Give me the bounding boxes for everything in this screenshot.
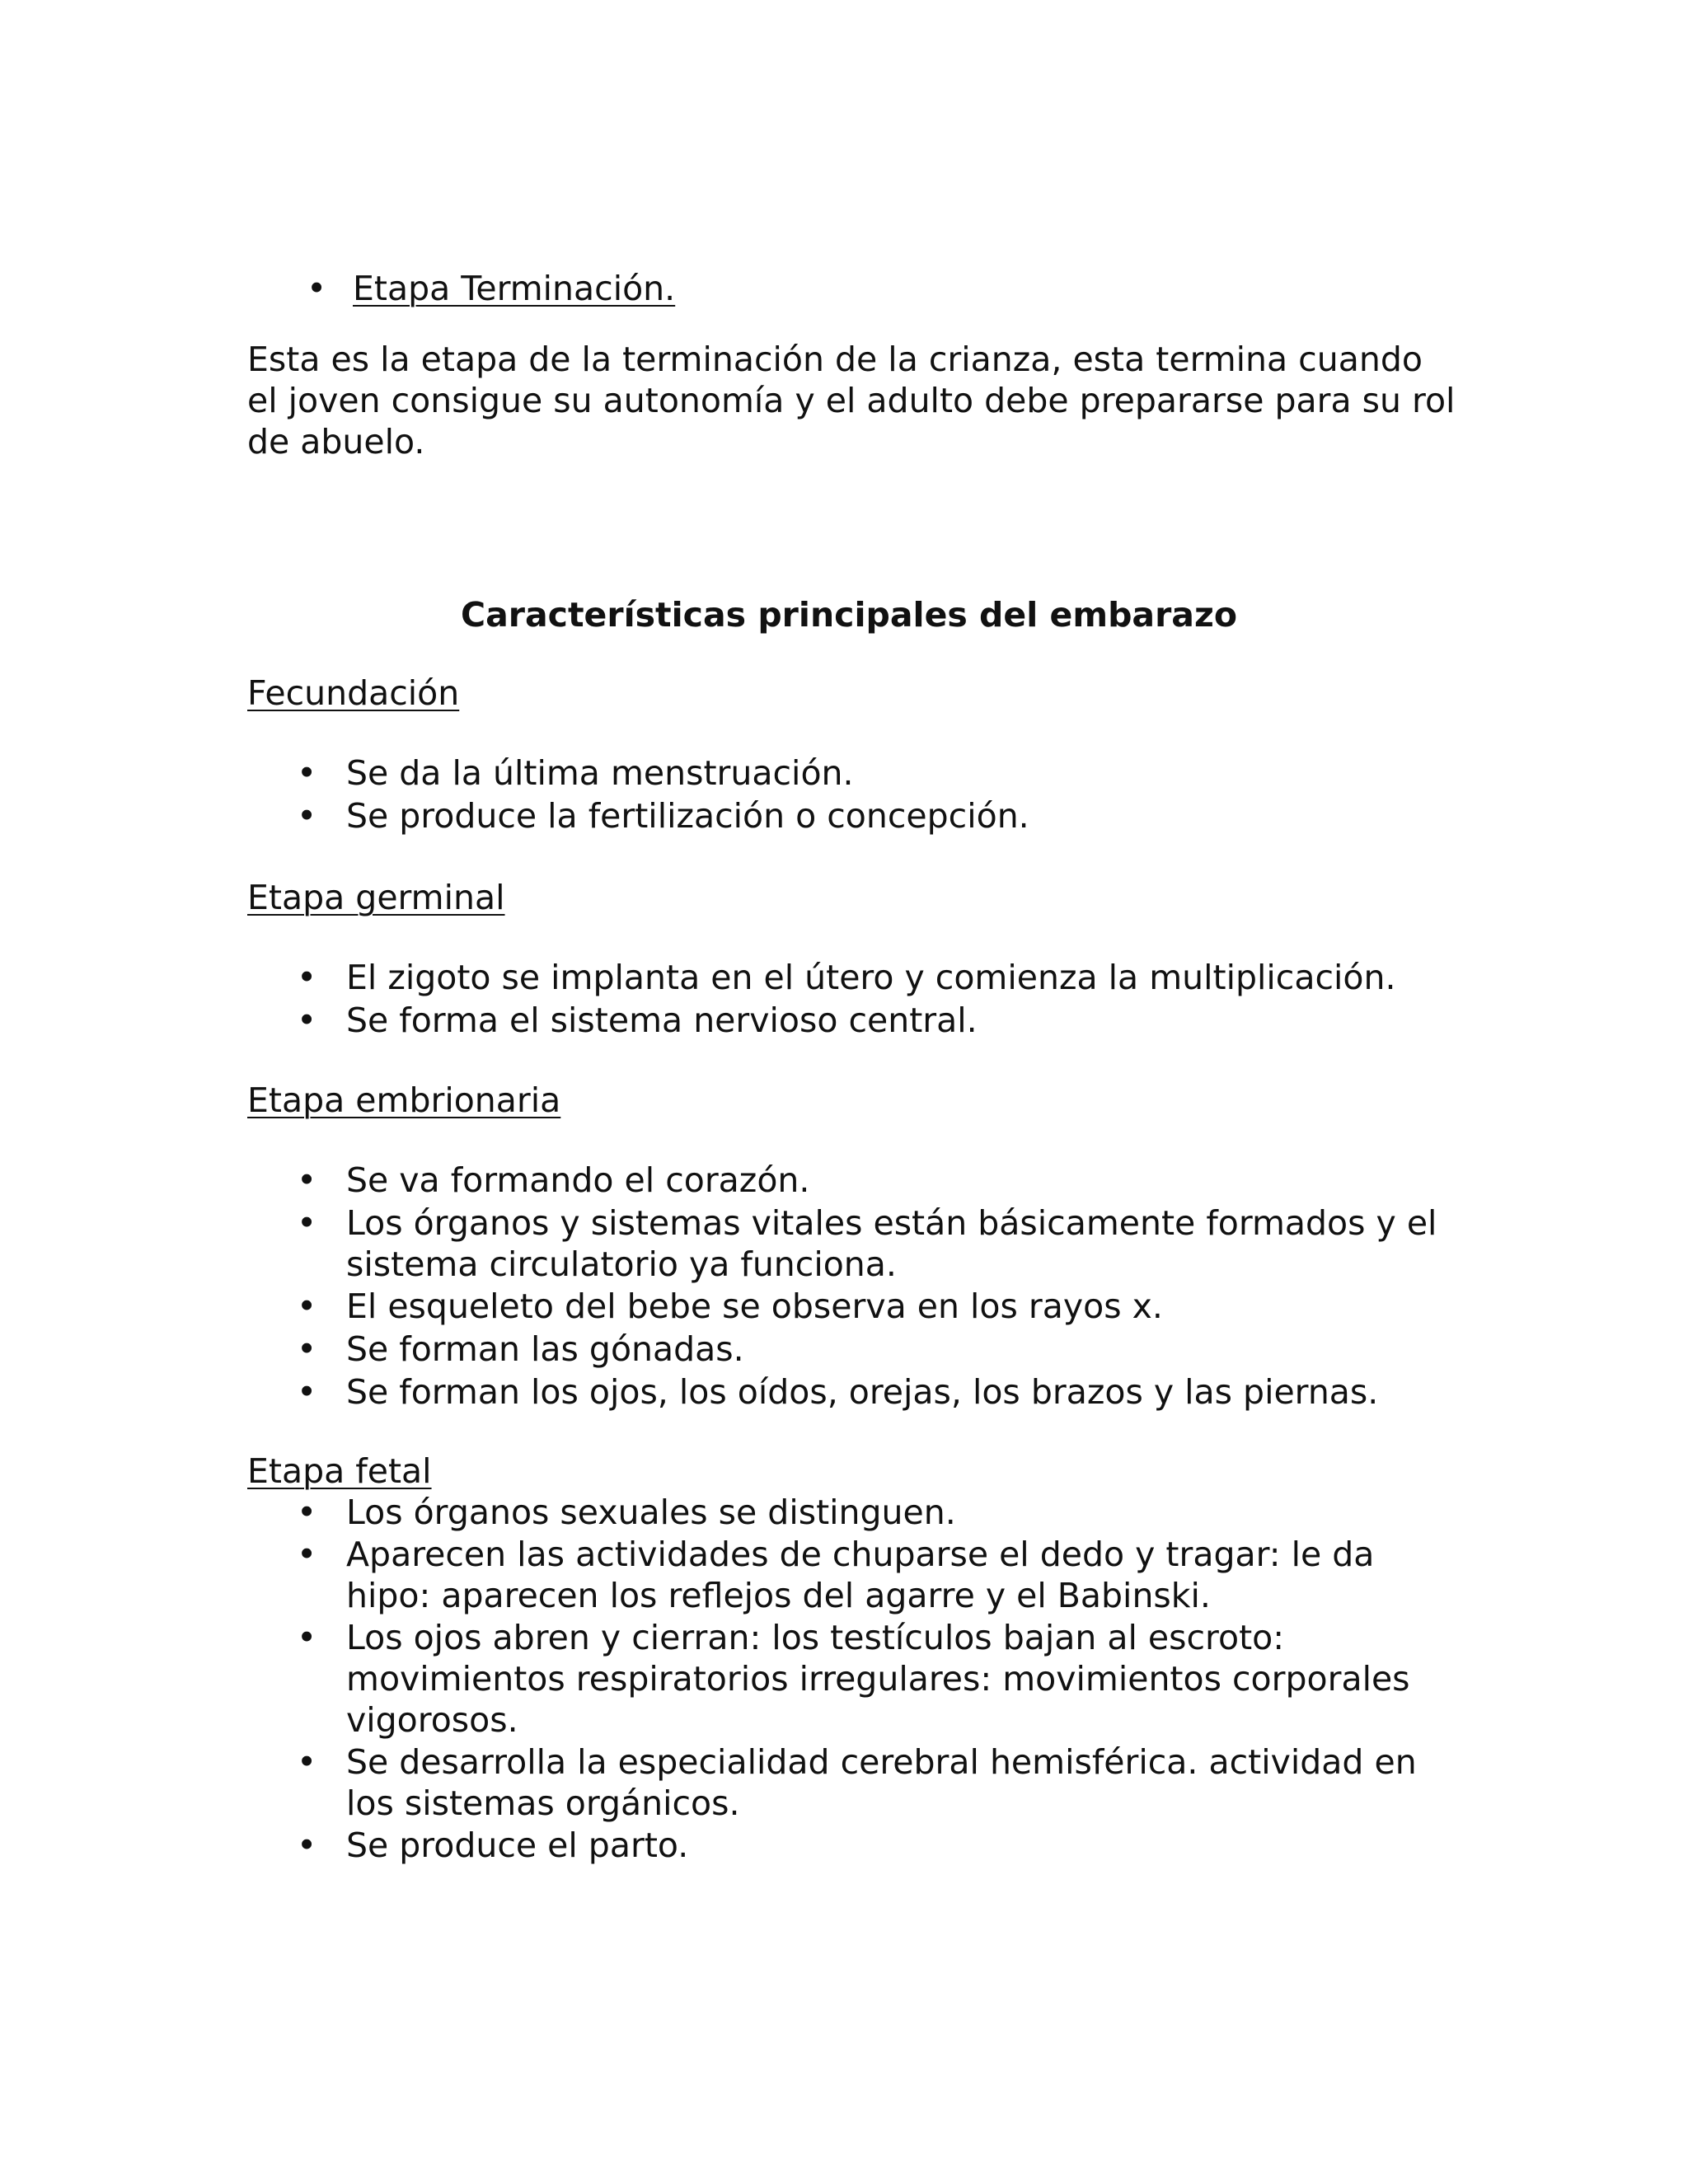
bullet-list bbox=[247, 957, 1459, 1041]
section-heading: Fecundación bbox=[247, 673, 460, 713]
list-item: • Los órganos y sistemas vitales están básicamente formados y el sistema circulatorio ya funciona. bbox=[247, 1202, 1459, 1285]
list-item: • El zigoto se implanta en el útero y comienza la multiplicación. bbox=[247, 957, 1459, 998]
section-etapa-fetal bbox=[247, 1451, 1459, 1866]
intro-paragraph: Esta es la etapa de la terminación de la crianza, esta termina cuando el joven consigue su autonomía y el adulto debe prepararse para su rol de abuelo. bbox=[247, 340, 1456, 462]
list-item: • Se va formando el corazón. bbox=[247, 1160, 1459, 1201]
bullet-marker: • bbox=[307, 269, 327, 308]
list-item: • Los ojos abren y cierran: los testículos bajan al escroto: movimientos respiratorios irregulares: movimientos corporales vigorosos. bbox=[247, 1617, 1459, 1741]
list-item: • Se forma el sistema nervioso central. bbox=[247, 1000, 1459, 1041]
list-item: • Se da la última menstruación. bbox=[247, 752, 1459, 794]
section-heading: Etapa embrionaria bbox=[247, 1080, 561, 1120]
list-item: • El esqueleto del bebe se observa en los rayos x. bbox=[247, 1286, 1459, 1327]
list-item: • Aparecen las actividades de chuparse el dedo y tragar: le da hipo: aparecen los reflejos del agarre y el Babinski. bbox=[247, 1534, 1459, 1616]
section-heading: Etapa germinal bbox=[247, 878, 505, 917]
bullet-list bbox=[247, 752, 1459, 837]
document-content bbox=[247, 268, 1459, 1866]
section-heading: Etapa fetal bbox=[247, 1451, 432, 1491]
bullet-list bbox=[247, 1492, 1459, 1866]
section-etapa-germinal bbox=[247, 877, 1459, 1041]
section-fecundacion bbox=[247, 673, 1459, 837]
section-title: Características principales del embarazo bbox=[461, 595, 1237, 635]
top-item-label: Etapa Terminación. bbox=[353, 269, 676, 308]
list-item: • Se produce el parto. bbox=[247, 1825, 1459, 1866]
section-etapa-embrionaria bbox=[247, 1080, 1459, 1413]
bullet-list bbox=[247, 1160, 1459, 1413]
list-item: • Los órganos sexuales se distinguen. bbox=[247, 1492, 1459, 1533]
list-item: • Se forman los ojos, los oídos, orejas, los brazos y las piernas. bbox=[247, 1371, 1459, 1413]
list-item: • Se forman las gónadas. bbox=[247, 1329, 1459, 1370]
list-item: • Se desarrolla la especialidad cerebral hemisférica. actividad en los sistemas orgánicos. bbox=[247, 1741, 1459, 1824]
list-item: • Se produce la fertilización o concepción. bbox=[247, 795, 1459, 837]
top-list-item bbox=[247, 268, 1459, 309]
